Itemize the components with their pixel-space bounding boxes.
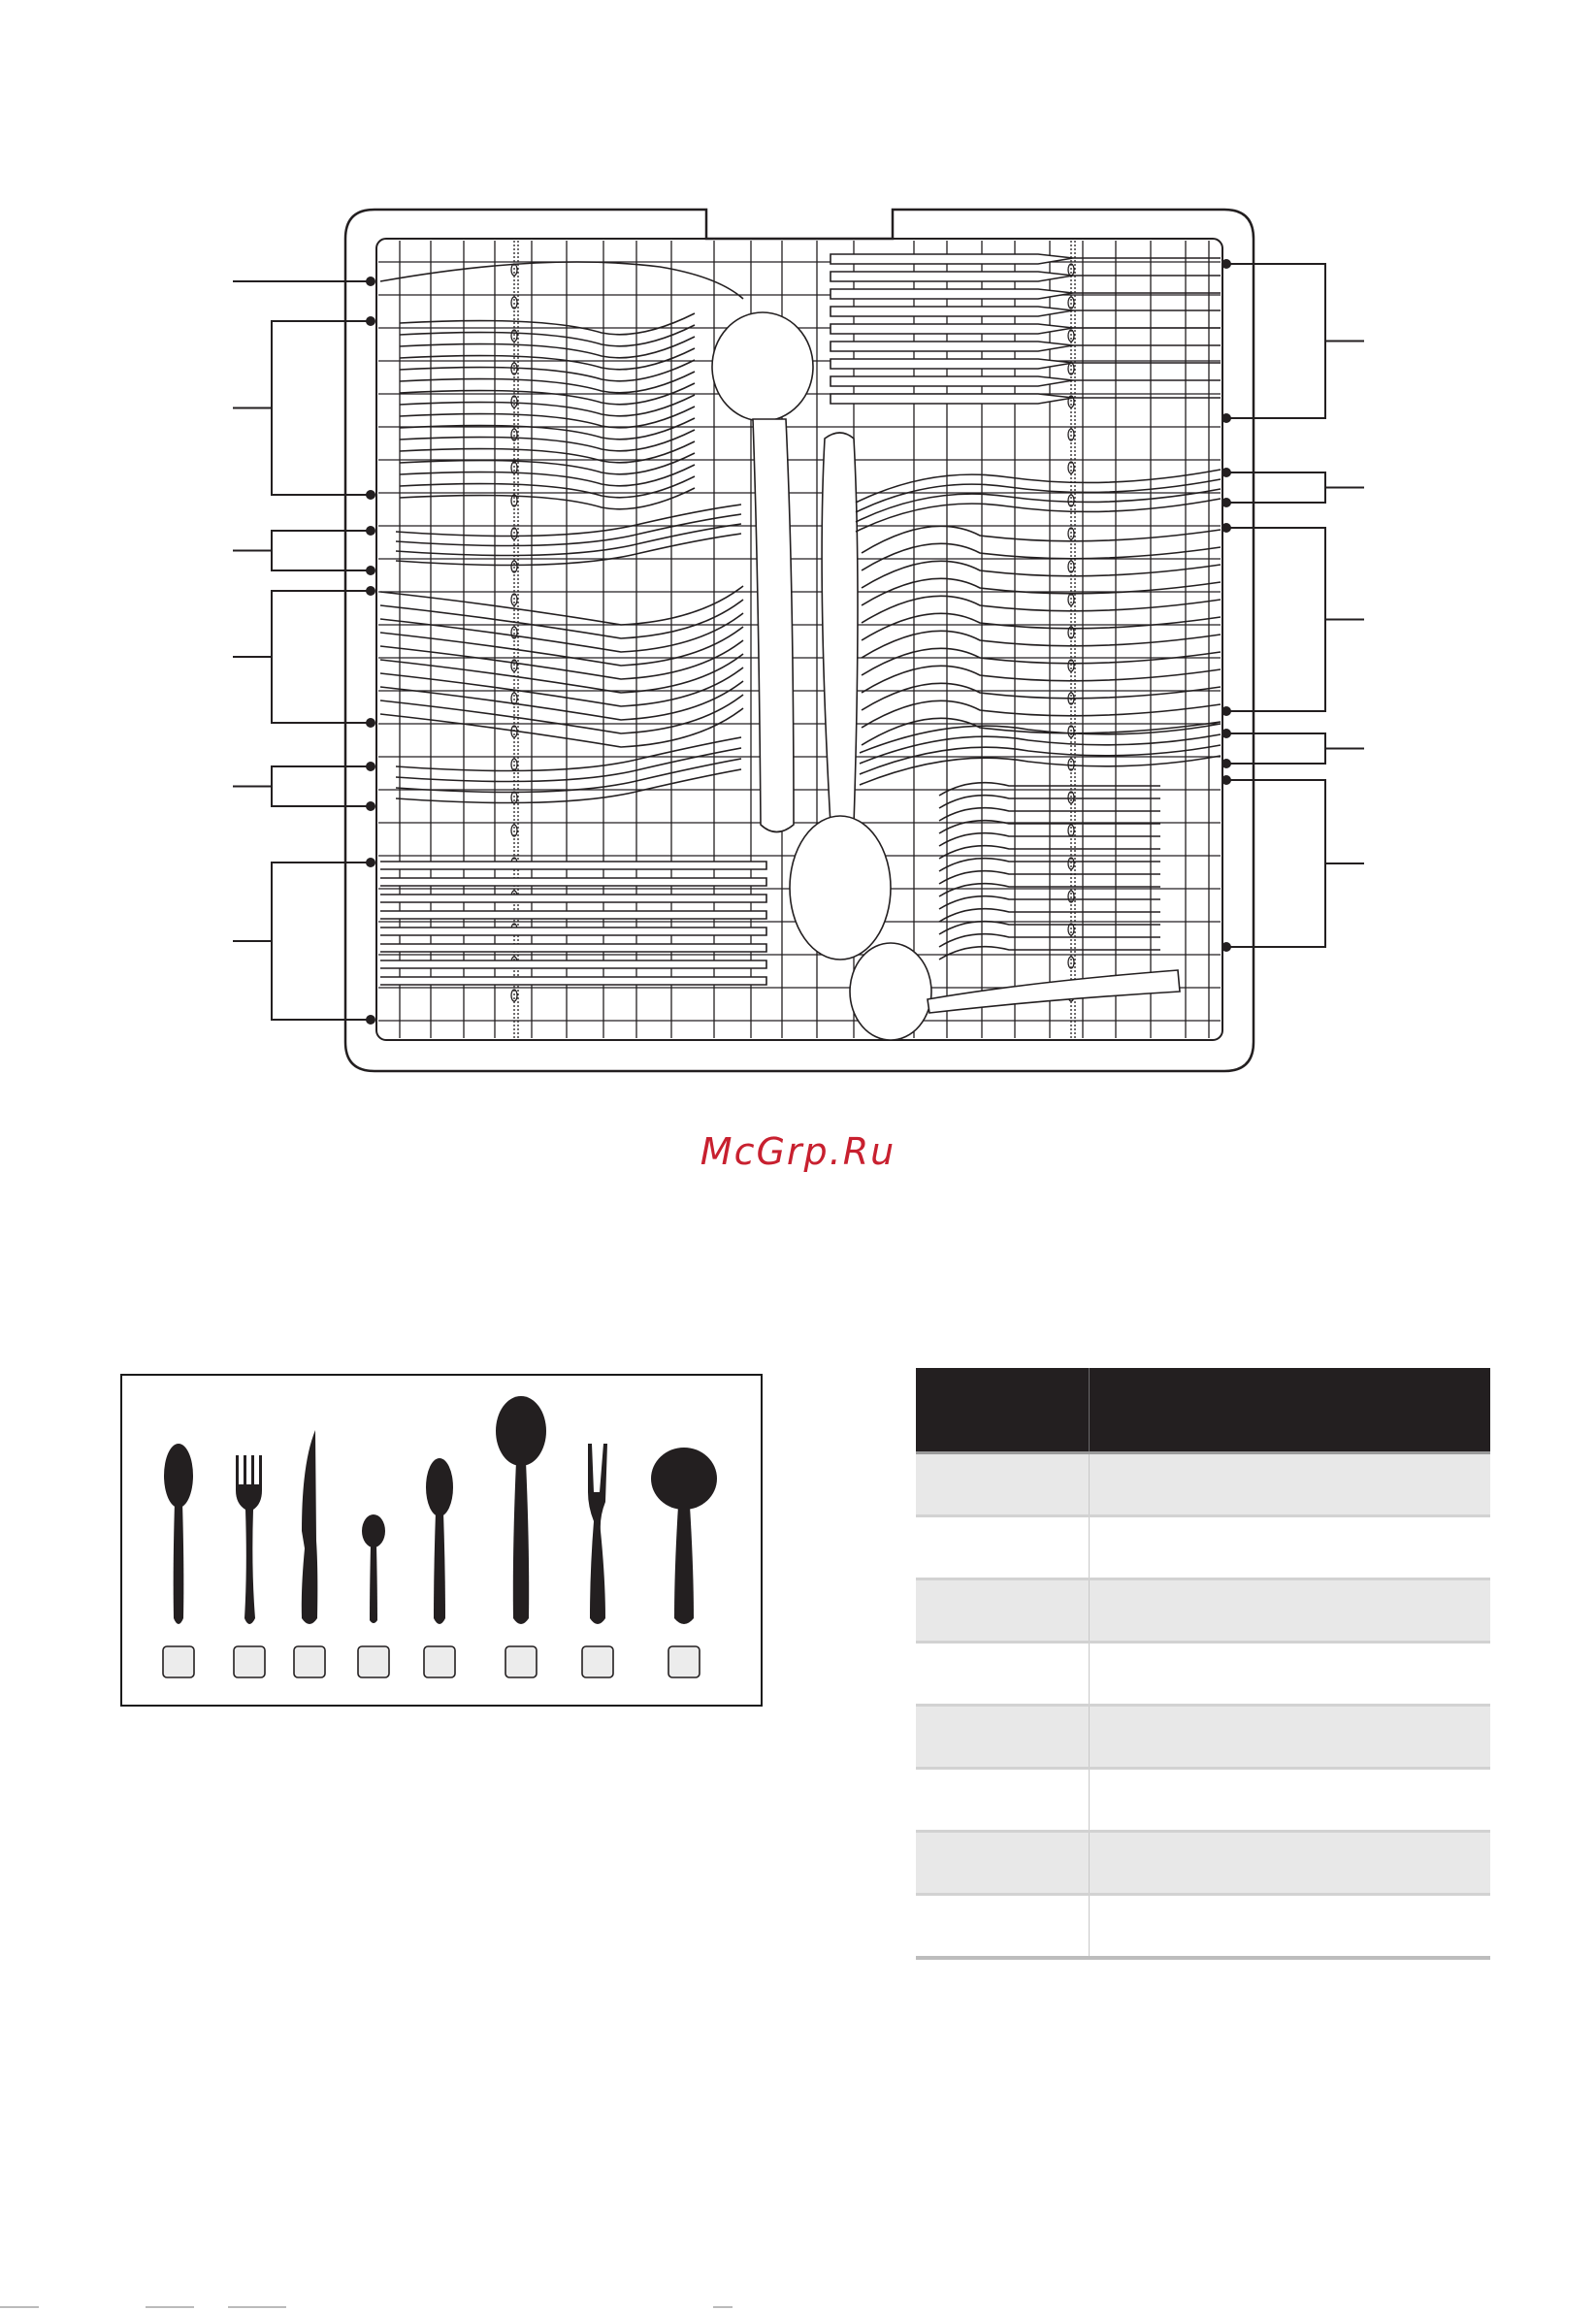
callout-dot xyxy=(366,858,375,867)
knife-shape xyxy=(831,324,1073,334)
table-cell xyxy=(916,1644,1090,1704)
knife-shape xyxy=(380,878,766,886)
ladle-icon xyxy=(651,1448,717,1624)
callout-dot xyxy=(1221,498,1231,507)
table-cell xyxy=(1090,1707,1490,1767)
table-row xyxy=(916,1454,1490,1517)
fork-shape xyxy=(400,348,695,370)
callout-dot xyxy=(366,490,375,500)
callout-dot xyxy=(366,762,375,771)
callout-dot xyxy=(366,1015,375,1025)
dessert-spoon-icon xyxy=(426,1458,453,1624)
callout-dot xyxy=(1221,775,1231,785)
fork-shape xyxy=(400,418,695,439)
serving-spoon-bowl xyxy=(712,312,813,421)
table-cell xyxy=(1090,1580,1490,1641)
table-cell xyxy=(1090,1517,1490,1578)
spoon-shape xyxy=(862,543,1221,570)
callout-dot xyxy=(366,566,375,575)
table-row xyxy=(916,1580,1490,1644)
table-header-cell-2 xyxy=(1090,1368,1490,1451)
spoon-shape xyxy=(862,666,1221,693)
fork-shape xyxy=(400,360,695,381)
knife-shape xyxy=(380,944,766,952)
table-cell xyxy=(1090,1833,1490,1893)
fork-shape xyxy=(400,476,695,498)
fork-shape xyxy=(400,465,695,486)
spoon-shape xyxy=(380,667,743,706)
knife-shape xyxy=(831,289,1073,299)
callout-bracket xyxy=(1226,528,1325,711)
table-row xyxy=(916,1770,1490,1833)
callout-dot xyxy=(1221,413,1231,423)
knife-shape xyxy=(396,524,741,556)
spoon-shape xyxy=(862,648,1221,675)
knife-shape xyxy=(831,359,1073,369)
callout-dot xyxy=(366,526,375,536)
fork-shape xyxy=(400,313,695,335)
serving-spoon-icon xyxy=(496,1396,546,1624)
serving-spoon-bowl xyxy=(790,816,891,960)
spoon-shape xyxy=(380,654,743,693)
knife-shape xyxy=(396,505,741,537)
table-cell xyxy=(916,1454,1090,1514)
callout-dot xyxy=(1221,468,1231,477)
knife-shape xyxy=(380,911,766,919)
spoon-shape xyxy=(380,695,743,733)
serving-fork-icon xyxy=(588,1444,607,1624)
callout-dot xyxy=(1221,523,1231,533)
table-cell xyxy=(916,1896,1090,1956)
legend-box-1 xyxy=(163,1646,194,1677)
table-header xyxy=(916,1368,1490,1454)
spoon-shape xyxy=(380,600,743,638)
knife-shape xyxy=(380,960,766,968)
callout-dot xyxy=(1221,259,1231,269)
spoon-shape xyxy=(380,627,743,666)
callout-dot xyxy=(1221,942,1231,952)
callout-bracket xyxy=(272,591,371,723)
legend-box-3 xyxy=(294,1646,325,1677)
table-cell xyxy=(916,1580,1090,1641)
spoon-shape xyxy=(380,708,743,747)
legend-box-4 xyxy=(358,1646,389,1677)
spoon-shape xyxy=(380,613,743,652)
knife-shape xyxy=(831,342,1073,351)
ladle-bowl xyxy=(850,943,931,1040)
knife-shape xyxy=(831,307,1073,316)
callout-bracket xyxy=(272,766,371,806)
callout-dot xyxy=(366,277,375,286)
table-row xyxy=(916,1517,1490,1580)
cutlery-tray-diagram xyxy=(0,0,1596,1106)
table-cell xyxy=(916,1833,1090,1893)
table-cell xyxy=(1090,1644,1490,1704)
table-cell xyxy=(916,1707,1090,1767)
knife-shape xyxy=(396,748,741,782)
fork-icon xyxy=(236,1455,262,1624)
table-row xyxy=(916,1707,1490,1770)
ladle-handle xyxy=(928,970,1180,1013)
spoon-shape xyxy=(862,613,1221,640)
fork-shape xyxy=(400,395,695,416)
knife-shape xyxy=(396,737,741,771)
serving-spoon-handle xyxy=(753,419,794,832)
cutlery-legend-box xyxy=(120,1374,763,1707)
spoon-shape xyxy=(862,561,1221,588)
knife-shape xyxy=(856,499,1221,532)
knife-shape xyxy=(380,928,766,935)
callout-dot xyxy=(1221,706,1231,716)
fork-shape xyxy=(400,453,695,474)
legend-box-6 xyxy=(505,1646,537,1677)
knife-shape xyxy=(396,514,741,546)
fork-shape xyxy=(400,430,695,451)
spoon-shape xyxy=(862,631,1221,658)
knife-shape xyxy=(396,534,741,566)
callout-dot xyxy=(1221,729,1231,738)
watermark-text: McGrp.Ru xyxy=(700,1130,896,1173)
callout-bracket xyxy=(272,321,371,495)
fork-shape xyxy=(400,488,695,509)
table-cell xyxy=(1090,1896,1490,1956)
table-cell xyxy=(1090,1454,1490,1514)
fork-shape xyxy=(400,372,695,393)
footer-print-marks xyxy=(0,2301,1596,2311)
knife-shape xyxy=(380,977,766,985)
callout-bracket xyxy=(272,863,371,1020)
callout-bracket xyxy=(1226,472,1325,503)
fork-shape xyxy=(400,407,695,428)
knife-shape xyxy=(831,376,1073,386)
table-cell xyxy=(1090,1770,1490,1830)
table-cell xyxy=(916,1770,1090,1830)
table-body xyxy=(916,1454,1490,1960)
legend-box-2 xyxy=(234,1646,265,1677)
knife-shape xyxy=(380,862,766,869)
serving-spoon-handle xyxy=(822,433,858,830)
spoon-shape xyxy=(862,526,1221,553)
legend-box-5 xyxy=(424,1646,455,1677)
callout-dot xyxy=(1221,759,1231,768)
spoon-shape xyxy=(862,596,1221,623)
table-row xyxy=(916,1896,1490,1960)
table-spoon-icon xyxy=(164,1444,193,1624)
legend-box-8 xyxy=(668,1646,700,1677)
spoon-shape xyxy=(380,640,743,679)
callout-dot xyxy=(366,718,375,728)
callout-bracket xyxy=(1226,780,1325,947)
knife-shape xyxy=(831,254,1073,264)
knife-shape xyxy=(396,769,741,803)
knife-shape xyxy=(380,262,743,299)
legend-table xyxy=(916,1368,1490,1960)
table-header-cell-1 xyxy=(916,1368,1090,1451)
spoon-shape xyxy=(380,681,743,720)
callout-dot xyxy=(366,801,375,811)
knife-shape xyxy=(856,489,1221,522)
knife-shape xyxy=(396,759,741,793)
knife-shape xyxy=(831,272,1073,281)
callout-bracket xyxy=(272,531,371,570)
coffee-spoon-icon xyxy=(362,1514,385,1623)
knife-icon xyxy=(302,1430,318,1624)
callout-bracket xyxy=(1226,733,1325,764)
knife-shape xyxy=(831,394,1073,404)
callout-dot xyxy=(366,316,375,326)
table-cell xyxy=(916,1517,1090,1578)
fork-shape xyxy=(400,337,695,358)
table-row xyxy=(916,1644,1490,1707)
legend-box-7 xyxy=(582,1646,613,1677)
callout-bracket xyxy=(1226,264,1325,418)
callout-dot xyxy=(366,586,375,596)
knife-shape xyxy=(380,895,766,902)
table-row xyxy=(916,1833,1490,1896)
spoon-shape xyxy=(862,683,1221,710)
